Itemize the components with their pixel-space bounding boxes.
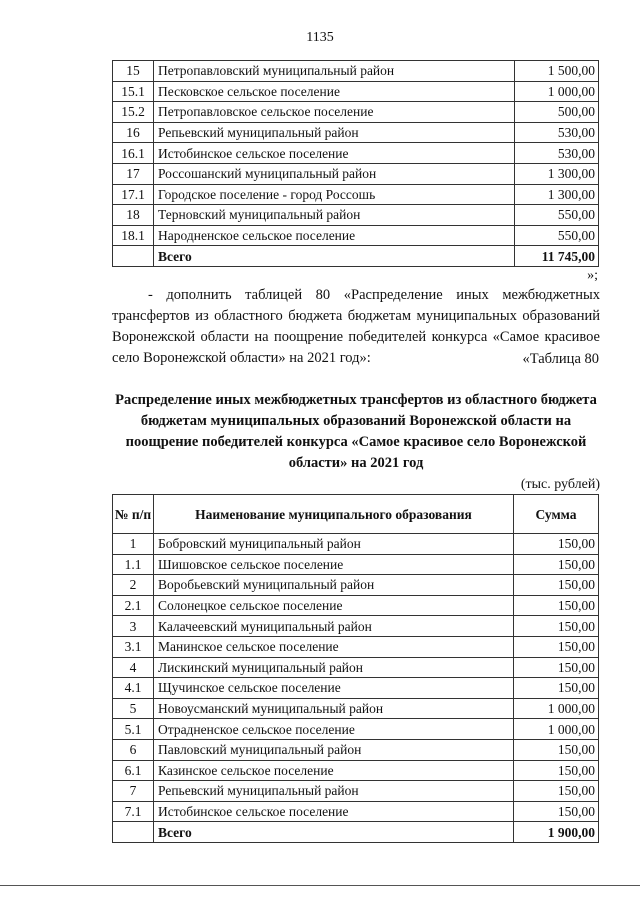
- row-number: 18: [113, 205, 154, 226]
- row-sum: 150,00: [514, 534, 599, 555]
- row-number: 4.1: [113, 678, 154, 699]
- table-row: [113, 122, 599, 143]
- table-row: [113, 143, 599, 164]
- row-number: 16.1: [113, 143, 154, 164]
- total-row: [113, 246, 599, 267]
- row-sum: 1 000,00: [514, 698, 599, 719]
- row-number: 15: [113, 61, 154, 82]
- total-num: [113, 246, 154, 267]
- header-num: № п/п: [113, 495, 154, 534]
- row-sum: 1 000,00: [515, 81, 599, 102]
- table-row: [113, 698, 599, 719]
- row-number: 7: [113, 781, 154, 802]
- row-sum: 150,00: [514, 595, 599, 616]
- row-sum: 550,00: [515, 205, 599, 226]
- table-row: [113, 636, 599, 657]
- row-number: 6: [113, 739, 154, 760]
- row-number: 4: [113, 657, 154, 678]
- total-label: Всего: [154, 822, 514, 843]
- row-sum: 150,00: [514, 554, 599, 575]
- row-sum: 150,00: [514, 801, 599, 822]
- amendment-text: - дополнить таблицей 80 «Распределение иных межбюджетных трансфертов из областного бюджета бюджетам муниципальных образований Воронежской области на поощрение победителей конкурса «Самое красивое село Воронежской области» на 2021 год»:: [112, 287, 600, 366]
- row-sum: 150,00: [514, 739, 599, 760]
- row-number: 18.1: [113, 225, 154, 246]
- header-name: Наименование муниципального образования: [154, 495, 514, 534]
- row-number: 17: [113, 163, 154, 184]
- row-sum: 150,00: [514, 678, 599, 699]
- row-sum: 530,00: [515, 122, 599, 143]
- row-number: 3: [113, 616, 154, 637]
- row-number: 17.1: [113, 184, 154, 205]
- row-name: Народненское сельское поселение: [154, 225, 515, 246]
- row-name: Петропавловский муниципальный район: [154, 61, 515, 82]
- row-sum: 550,00: [515, 225, 599, 246]
- row-name: Репьевский муниципальный район: [154, 122, 515, 143]
- row-number: 7.1: [113, 801, 154, 822]
- row-name: Павловский муниципальный район: [154, 739, 514, 760]
- row-name: Петропавловское сельское поселение: [154, 102, 515, 123]
- row-number: 2: [113, 575, 154, 596]
- total-row: [113, 822, 599, 843]
- row-sum: 150,00: [514, 760, 599, 781]
- row-name: Городское поселение - город Россошь: [154, 184, 515, 205]
- row-name: Бобровский муниципальный район: [154, 534, 514, 555]
- row-number: 16: [113, 122, 154, 143]
- table-row: [113, 81, 599, 102]
- header-sum: Сумма: [514, 495, 599, 534]
- row-name: Истобинское сельское поселение: [154, 143, 515, 164]
- table-label: «Таблица 80: [522, 351, 599, 367]
- row-name: Терновский муниципальный район: [154, 205, 515, 226]
- footer-divider: [0, 885, 640, 886]
- table-row: [113, 801, 599, 822]
- table-row: [113, 678, 599, 699]
- row-sum: 1 300,00: [515, 184, 599, 205]
- total-sum: 11 745,00: [515, 246, 599, 267]
- table-row: [113, 61, 599, 82]
- closing-quote: »;: [587, 268, 598, 283]
- row-sum: 1 300,00: [515, 163, 599, 184]
- table-row: [113, 657, 599, 678]
- table-row: [113, 184, 599, 205]
- row-name: Шишовское сельское поселение: [154, 554, 514, 575]
- table-row: [113, 534, 599, 555]
- total-sum: 1 900,00: [514, 822, 599, 843]
- row-number: 2.1: [113, 595, 154, 616]
- row-name: Песковское сельское поселение: [154, 81, 515, 102]
- row-name: Лискинский муниципальный район: [154, 657, 514, 678]
- row-sum: 1 500,00: [515, 61, 599, 82]
- table-row: [113, 739, 599, 760]
- row-sum: 150,00: [514, 616, 599, 637]
- row-name: Отрадненское сельское поселение: [154, 719, 514, 740]
- table-row: [113, 225, 599, 246]
- row-name: Истобинское сельское поселение: [154, 801, 514, 822]
- row-number: 3.1: [113, 636, 154, 657]
- row-sum: 150,00: [514, 657, 599, 678]
- allocation-table-80: [112, 494, 599, 843]
- row-name: Щучинское сельское поселение: [154, 678, 514, 699]
- table-row: [113, 781, 599, 802]
- row-number: 1: [113, 534, 154, 555]
- table-row: [113, 575, 599, 596]
- row-number: 5: [113, 698, 154, 719]
- row-name: Калачеевский муниципальный район: [154, 616, 514, 637]
- row-sum: 530,00: [515, 143, 599, 164]
- row-number: 15.1: [113, 81, 154, 102]
- row-sum: 150,00: [514, 781, 599, 802]
- table-row: [113, 719, 599, 740]
- row-number: 5.1: [113, 719, 154, 740]
- row-number: 15.2: [113, 102, 154, 123]
- row-sum: 500,00: [515, 102, 599, 123]
- row-name: Манинское сельское поселение: [154, 636, 514, 657]
- row-sum: 1 000,00: [514, 719, 599, 740]
- page-number: 1135: [306, 30, 334, 45]
- table-row: [113, 205, 599, 226]
- table-heading: Распределение иных межбюджетных трансфертов из областного бюджета бюджетам муниципальных образований Воронежской области на поощрение победителей конкурса «Самое красивое село Воронежской области» на 2021 год: [115, 392, 597, 471]
- table-row: [113, 595, 599, 616]
- table-row: [113, 102, 599, 123]
- table-header-row: [113, 495, 599, 534]
- row-name: Солонецкое сельское поселение: [154, 595, 514, 616]
- row-name: Казинское сельское поселение: [154, 760, 514, 781]
- row-number: 6.1: [113, 760, 154, 781]
- total-label: Всего: [154, 246, 515, 267]
- row-sum: 150,00: [514, 575, 599, 596]
- table-row: [113, 163, 599, 184]
- allocation-table-continued: [112, 60, 599, 267]
- row-name: Воробьевский муниципальный район: [154, 575, 514, 596]
- table-row: [113, 554, 599, 575]
- row-name: Новоусманский муниципальный район: [154, 698, 514, 719]
- row-name: Россошанский муниципальный район: [154, 163, 515, 184]
- total-num: [113, 822, 154, 843]
- table-row: [113, 616, 599, 637]
- table-row: [113, 760, 599, 781]
- row-number: 1.1: [113, 554, 154, 575]
- units-note: (тыс. рублей): [520, 477, 600, 492]
- row-name: Репьевский муниципальный район: [154, 781, 514, 802]
- row-sum: 150,00: [514, 636, 599, 657]
